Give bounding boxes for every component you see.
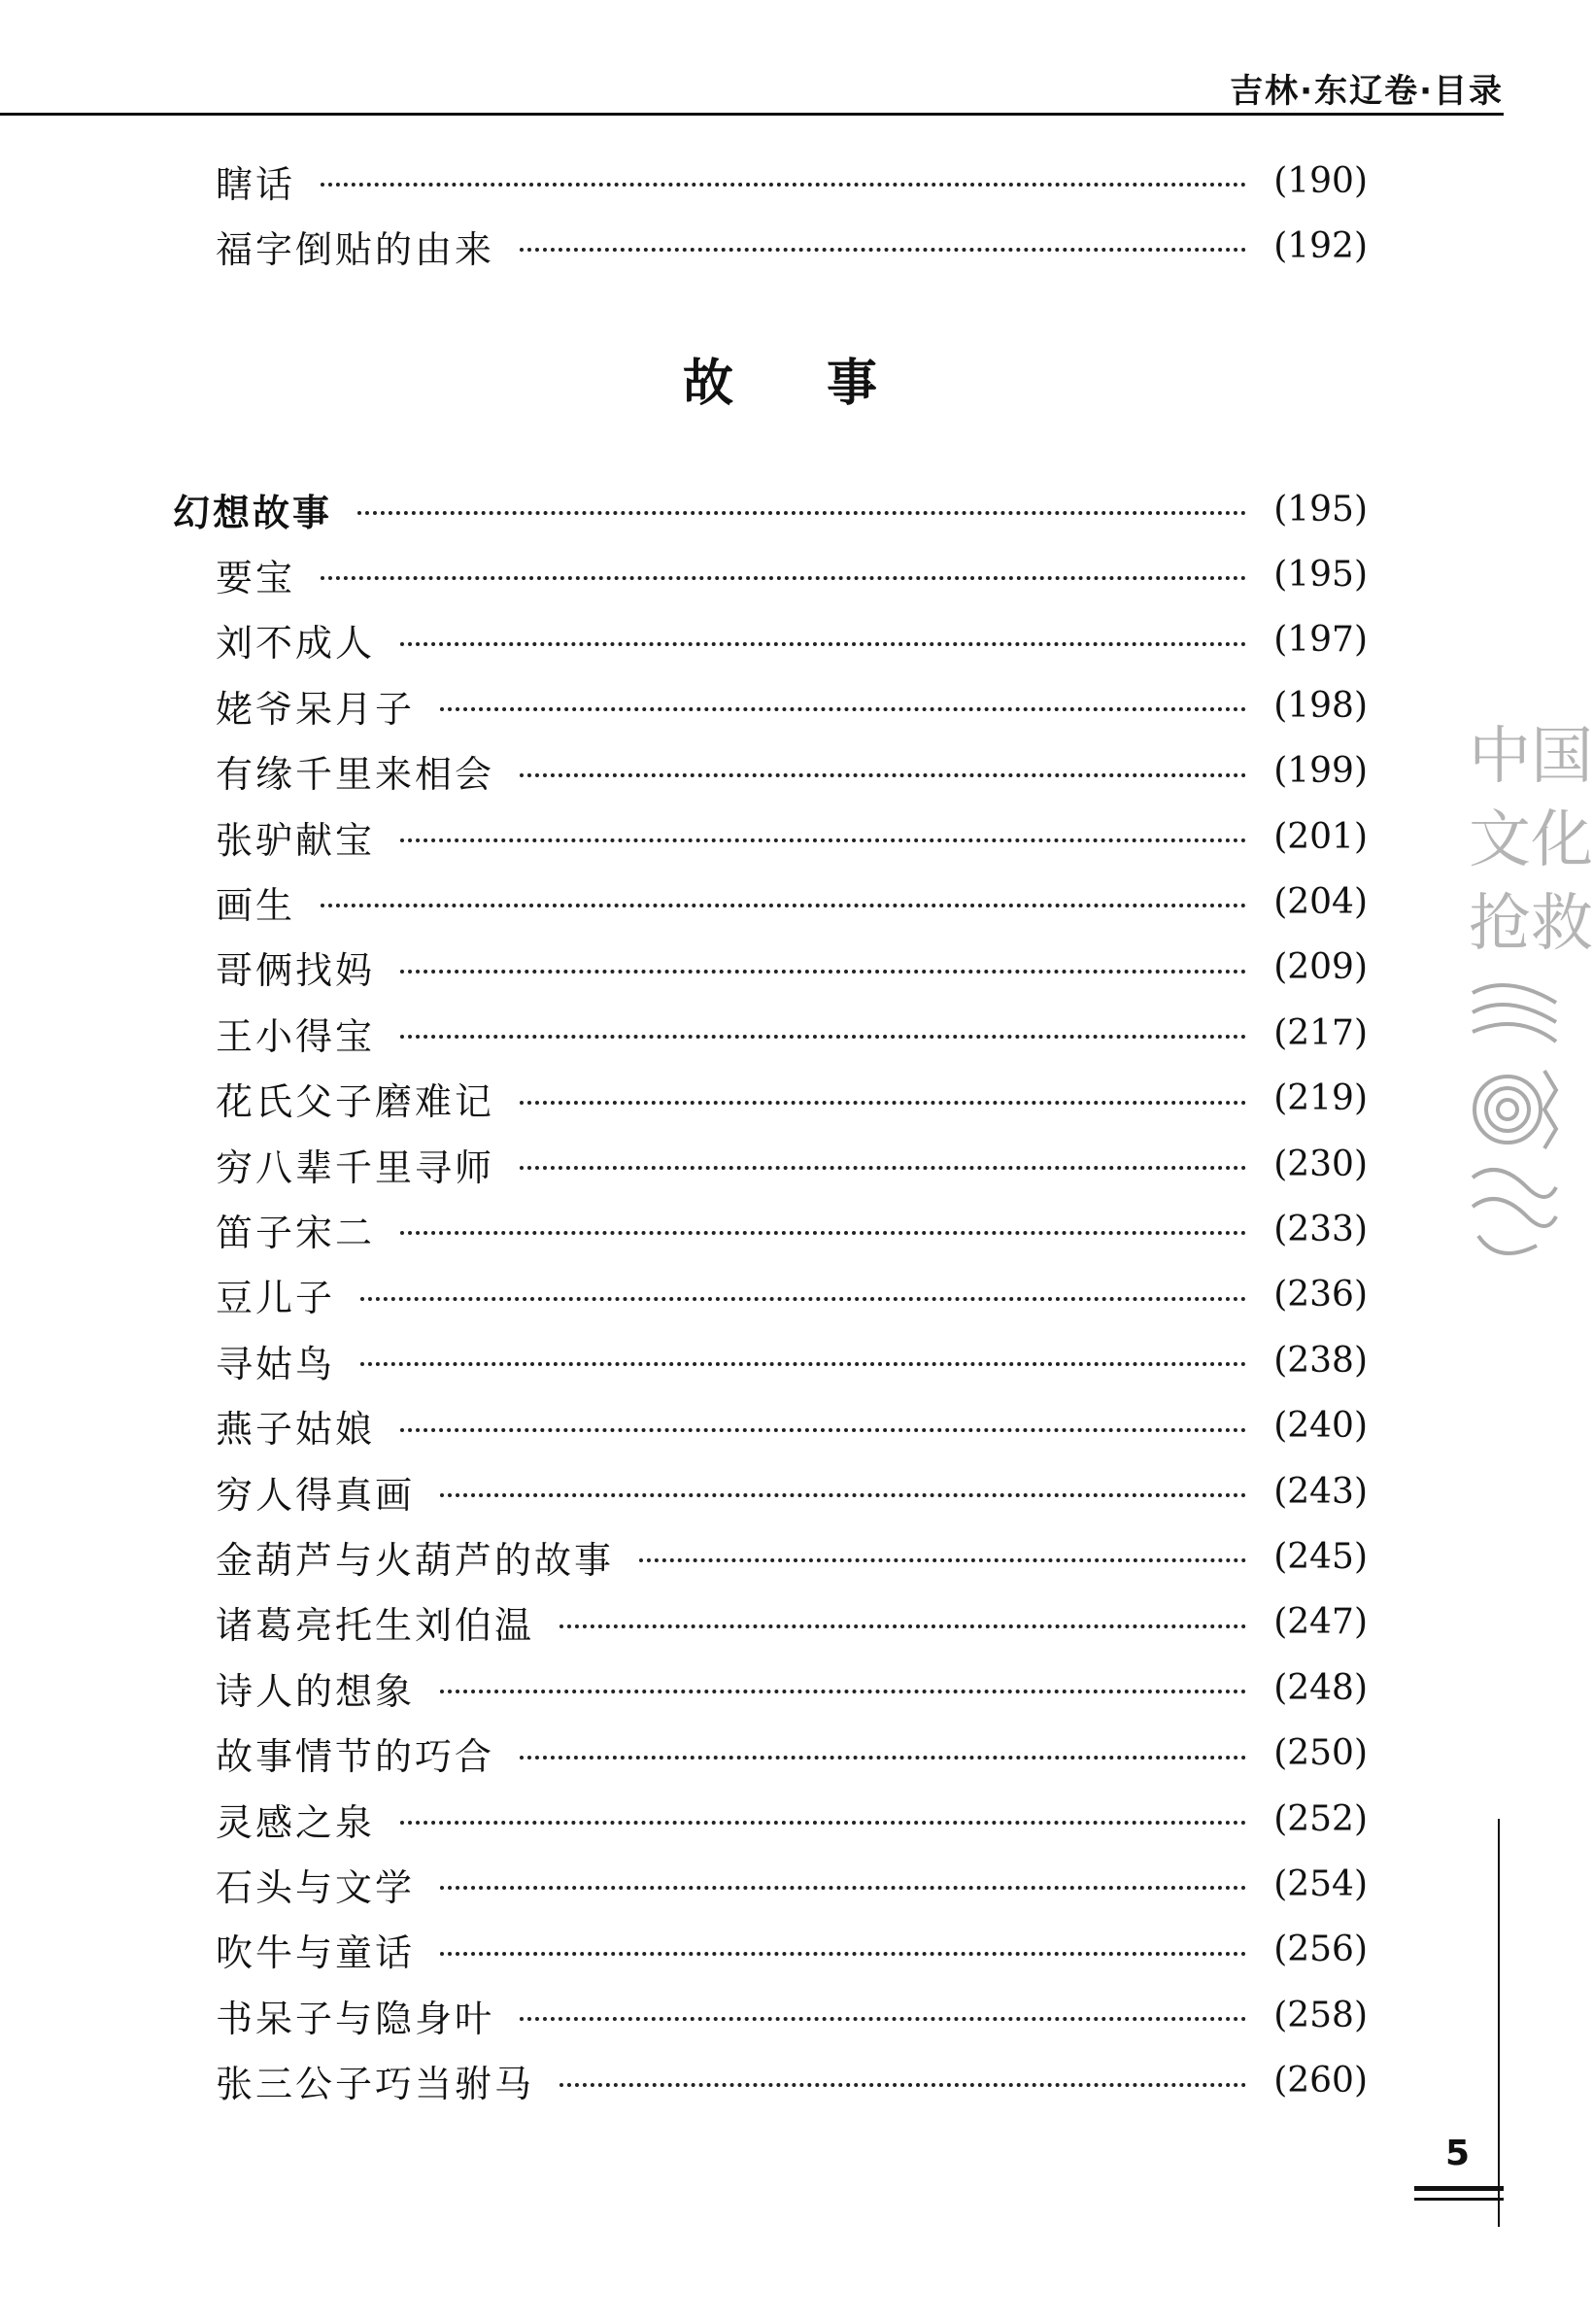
running-header: 吉林·东辽卷·目录 — [1230, 72, 1504, 111]
toc-entry-page: (217) — [1273, 1012, 1368, 1053]
toc-entry — [216, 1002, 1368, 1064]
toc-entry — [216, 871, 1368, 933]
toc-entry-page: (198) — [1273, 685, 1368, 726]
toc-entry-page: (219) — [1273, 1078, 1368, 1119]
dot-leader — [357, 511, 1246, 515]
toc-entry — [216, 740, 1368, 803]
toc-entry — [216, 1984, 1368, 2046]
toc-entry — [216, 937, 1368, 999]
dot-leader — [440, 1493, 1246, 1497]
toc-entry-title: 诗人的想象 — [216, 1669, 416, 1713]
toc-entry — [216, 805, 1368, 868]
toc-entry — [216, 1525, 1368, 1588]
dot-leader — [400, 1035, 1246, 1039]
dot-leader — [400, 1231, 1246, 1235]
toc-entry-page: (201) — [1273, 816, 1368, 857]
toc-entry-page: (256) — [1273, 1930, 1368, 1970]
toc-entry-page: (248) — [1273, 1667, 1368, 1708]
toc-entry — [216, 1591, 1368, 1654]
toc-entry-title: 穷人得真画 — [216, 1473, 416, 1517]
toc-entry-title: 姥爷呆月子 — [216, 687, 416, 731]
dot-leader — [520, 2017, 1246, 2021]
toc-entry — [216, 1723, 1368, 1785]
section-title: 故事 — [682, 354, 970, 413]
toc-entry-page: (233) — [1273, 1209, 1368, 1249]
toc-entry-page: (195) — [1273, 489, 1368, 530]
toc-entry — [216, 543, 1368, 605]
dot-leader — [559, 2083, 1246, 2087]
dot-leader — [321, 576, 1246, 580]
dot-leader — [440, 1690, 1246, 1693]
ornament-pattern-icon — [1469, 974, 1560, 1265]
watermark-text: 文化 — [1469, 804, 1593, 876]
toc-entry — [216, 2050, 1368, 2112]
toc-entry-title: 张三公子巧当驸马 — [216, 2063, 535, 2106]
dot-leader — [400, 642, 1246, 646]
toc-entry-title: 燕子姑娘 — [216, 1408, 376, 1452]
toc-entry-page: (258) — [1273, 1995, 1368, 2035]
toc-entry — [216, 1264, 1368, 1326]
toc-entry — [216, 215, 1368, 277]
dot-leader — [400, 1428, 1246, 1432]
toc-entry-page: (254) — [1273, 1863, 1368, 1904]
toc-entry-title: 故事情节的巧合 — [216, 1735, 495, 1779]
dot-leader — [520, 248, 1246, 252]
dot-leader — [360, 1362, 1246, 1366]
dot-leader — [400, 838, 1246, 842]
toc-entry-title: 刘不成人 — [216, 622, 376, 666]
toc-entry-title: 福字倒贴的由来 — [216, 227, 495, 271]
toc-entry-page: (199) — [1273, 751, 1368, 792]
toc-entry-title: 笛子宋二 — [216, 1211, 376, 1254]
toc-entry — [216, 1068, 1368, 1130]
toc-entry-page: (240) — [1273, 1406, 1368, 1447]
toc-entry-title: 石头与文学 — [216, 1865, 416, 1909]
side-watermark — [1469, 715, 1593, 1279]
page-number: 5 — [1445, 2134, 1471, 2173]
toc-entry-page: (190) — [1273, 160, 1368, 201]
toc-entry-title: 哥俩找妈 — [216, 949, 376, 993]
toc-entry — [216, 1788, 1368, 1850]
dot-leader — [520, 1101, 1246, 1105]
toc-entry-page: (192) — [1273, 225, 1368, 266]
toc-entry — [216, 1329, 1368, 1391]
toc-entry-title: 豆儿子 — [216, 1277, 336, 1320]
toc-entry — [216, 1853, 1368, 1915]
toc-entry-page: (252) — [1273, 1798, 1368, 1839]
toc-entry-title: 金葫芦与火葫芦的故事 — [216, 1538, 615, 1582]
toc-entry-page: (260) — [1273, 2061, 1368, 2102]
dot-leader — [321, 904, 1246, 907]
watermark-text: 中国 — [1469, 721, 1593, 793]
dot-leader — [559, 1624, 1246, 1628]
watermark-text: 抢救 — [1469, 888, 1593, 960]
toc-entry-page: (238) — [1273, 1340, 1368, 1381]
toc-entry-title: 瞎话 — [216, 162, 296, 206]
toc-entry-page: (197) — [1273, 620, 1368, 661]
dot-leader — [360, 1297, 1246, 1301]
toc-entry — [216, 1460, 1368, 1522]
dot-leader — [440, 707, 1246, 711]
toc-entry-title: 书呆子与隐身叶 — [216, 1997, 495, 2040]
footer-rule — [1414, 2186, 1504, 2191]
toc-entry-page: (247) — [1273, 1602, 1368, 1643]
toc-entry — [216, 1919, 1368, 1981]
toc-entry-title: 吹牛与童话 — [216, 1931, 416, 1975]
toc-entry-page: (230) — [1273, 1144, 1368, 1184]
margin-rule — [1498, 1819, 1500, 2227]
dot-leader — [520, 1756, 1246, 1760]
toc-entry-page: (195) — [1273, 554, 1368, 595]
footer-rule — [1414, 2198, 1504, 2201]
toc-entry-title: 王小得宝 — [216, 1014, 376, 1058]
toc-entry-title: 穷八辈千里寻师 — [216, 1145, 495, 1189]
dot-leader — [520, 1166, 1246, 1170]
toc-entry — [216, 1395, 1368, 1457]
toc-entry-title: 幻想故事 — [173, 491, 333, 534]
dot-leader — [400, 1821, 1246, 1825]
dot-leader — [321, 183, 1246, 187]
toc-entry-title: 灵感之泉 — [216, 1800, 376, 1844]
toc-entry — [216, 150, 1368, 212]
dot-leader — [400, 970, 1246, 974]
header-rule — [0, 113, 1504, 116]
toc-entry-title: 有缘千里来相会 — [216, 753, 495, 797]
toc-entry-page: (250) — [1273, 1733, 1368, 1774]
toc-entry — [216, 1133, 1368, 1195]
toc-entry-title: 花氏父子磨难记 — [216, 1080, 495, 1124]
toc-entry-title: 诸葛亮托生刘伯温 — [216, 1604, 535, 1648]
toc-entry — [216, 1657, 1368, 1719]
toc-entry-title: 张驴献宝 — [216, 818, 376, 862]
toc-entry-page: (245) — [1273, 1536, 1368, 1577]
toc-entry — [216, 674, 1368, 736]
toc-entry — [216, 1198, 1368, 1260]
toc-category-entry — [173, 478, 1368, 540]
toc-entry-title: 要宝 — [216, 556, 296, 599]
toc-entry-title: 画生 — [216, 883, 296, 927]
toc-entry-page: (236) — [1273, 1275, 1368, 1316]
toc-entry-page: (209) — [1273, 947, 1368, 988]
toc-entry-page: (204) — [1273, 881, 1368, 922]
toc-entry — [216, 609, 1368, 671]
dot-leader — [520, 773, 1246, 777]
toc-entry-title: 寻姑鸟 — [216, 1342, 336, 1385]
dot-leader — [440, 1886, 1246, 1890]
toc-entry-page: (243) — [1273, 1471, 1368, 1512]
dot-leader — [639, 1558, 1246, 1562]
dot-leader — [440, 1952, 1246, 1956]
